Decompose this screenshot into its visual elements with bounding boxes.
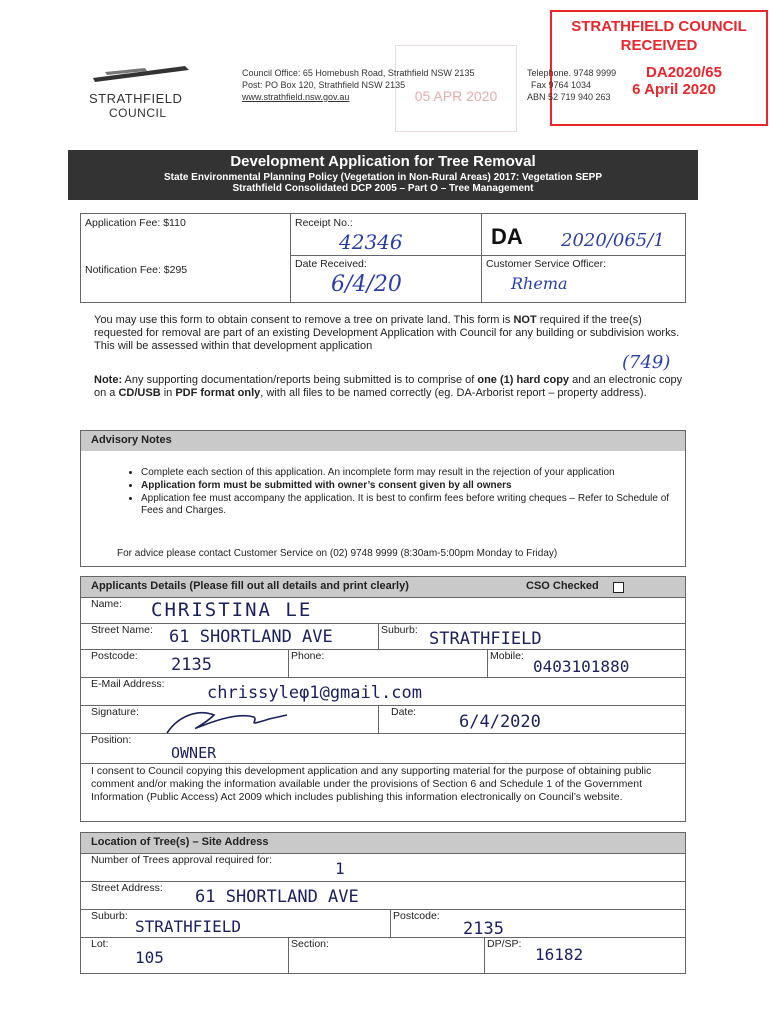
post-line: Post: PO Box 120, Strathfield NSW 2135 — [242, 80, 406, 90]
street-label: Street Name: — [91, 624, 153, 636]
page-title: Development Application for Tree Removal — [230, 153, 536, 170]
cso-checked-label: CSO Checked — [526, 580, 599, 592]
trees-value[interactable]: 1 — [335, 859, 345, 878]
position-value[interactable]: OWNER — [171, 744, 217, 762]
name-label: Name: — [91, 598, 122, 610]
advisory-item: • Application form must be submitted with owner’s consent given by all owners — [141, 480, 671, 492]
note-text-c: in — [160, 387, 176, 399]
da-label: DA — [491, 224, 523, 249]
site-suburb-value[interactable]: STRATHFIELD — [135, 917, 241, 936]
intro-handnote: (749) — [622, 352, 671, 373]
lot-value[interactable]: 105 — [135, 948, 164, 967]
postcode-label: Postcode: — [91, 650, 138, 662]
intro-text-a: You may use this form to obtain consent to remove a tree on private land. This form is — [94, 314, 514, 326]
app-fee-label: Application Fee: $110 — [85, 217, 186, 229]
applicant-heading-bar — [81, 577, 685, 597]
council-address — [242, 67, 532, 103]
cso-value: Rhema — [511, 274, 568, 293]
cso-checkbox[interactable] — [613, 582, 624, 593]
intro-text-b: required if the tree(s) requested for removal are part of an existing Development Application with Council for any building or subdivision works. This will be assessed within that development application — [94, 314, 680, 352]
signature-label: Signature: — [91, 706, 139, 718]
advisory-box — [80, 430, 686, 567]
site-street-label: Street Address: — [91, 882, 163, 894]
suburb-label: Suburb: — [381, 624, 418, 636]
applicant-heading: Applicants Details (Please fill out all details and print clearly) — [91, 580, 409, 592]
phone-label: Phone: — [291, 650, 325, 662]
stamp-received: RECEIVED — [620, 37, 698, 54]
date-received-value: 6/4/20 — [331, 272, 402, 297]
mobile-value[interactable]: 0403101880 — [533, 657, 630, 676]
phone-line: Telephone. 9748 9999 — [527, 68, 617, 78]
postcode-value[interactable]: 2135 — [171, 655, 212, 675]
advisory-list — [121, 467, 671, 518]
advisory-heading: Advisory Notes — [81, 431, 685, 451]
stamp-date: 6 April 2020 — [632, 81, 716, 98]
council-phone-block — [527, 67, 637, 103]
email-value[interactable]: chrissyleφ1@gmail.com — [207, 683, 422, 703]
council-logo — [85, 60, 205, 120]
da-value: 2020/065/1 — [561, 230, 665, 251]
banner-sub1: State Environmental Planning Policy (Vegetation in Non-Rural Areas) 2017: Vegetation SEPP — [163, 172, 603, 183]
date-value[interactable]: 6/4/2020 — [459, 712, 541, 732]
location-heading: Location of Tree(s) – Site Address — [81, 833, 685, 853]
stamp-da-number: DA2020/65 — [646, 64, 722, 81]
note-label: Note: — [94, 374, 123, 386]
intro-not: NOT — [513, 314, 537, 326]
applicant-box — [80, 576, 686, 822]
logo-swoosh-icon — [85, 60, 195, 86]
notification-fee-label: Notification Fee: $295 — [85, 264, 188, 276]
dp-label: DP/SP: — [487, 938, 522, 950]
note-text-a: Any supporting documentation/reports being submitted is to comprise of — [122, 374, 478, 386]
receipt-label: Receipt No.: — [295, 217, 353, 229]
advisory-item: • Complete each section of this application. An incomplete form may result in the rejection of your application — [141, 467, 671, 479]
note-bold-pdf: PDF format only — [175, 387, 261, 399]
signature-scribble-icon[interactable] — [159, 705, 289, 737]
title-banner — [68, 150, 698, 200]
date-received-label: Date Received: — [295, 258, 367, 270]
fax-line: Fax 9764 1034 — [531, 80, 592, 90]
banner-sub2: Strathfield Consolidated DCP 2005 – Part O – Tree Management — [232, 183, 534, 194]
logo-line2: COUNCIL — [109, 106, 167, 120]
mobile-label: Mobile: — [490, 650, 524, 662]
fees-box — [80, 213, 686, 303]
trees-label: Number of Trees approval required for: — [91, 854, 272, 866]
note-text-d: , with all files to be named correctly (eg. DA-Arborist report – property address). — [260, 387, 647, 399]
office-line: Council Office: 65 Homebush Road, Strathfield NSW 2135 — [242, 68, 475, 78]
stamp-council: STRATHFIELD COUNCIL — [571, 18, 747, 35]
dp-value[interactable]: 16182 — [535, 945, 584, 964]
location-box — [80, 832, 686, 974]
name-value[interactable]: CHRISTINA LE — [151, 599, 313, 621]
receipt-value: 42346 — [339, 230, 403, 254]
suburb-value[interactable]: STRATHFIELD — [429, 629, 542, 649]
note-paragraph — [94, 374, 684, 400]
abn-line: ABN 52 719 940 263 — [527, 92, 611, 102]
site-postcode-label: Postcode: — [393, 910, 440, 922]
note-bold-cdusb: CD/USB — [118, 387, 161, 399]
section-label: Section: — [291, 938, 329, 950]
site-suburb-label: Suburb: — [91, 910, 128, 922]
email-label: E-Mail Address: — [91, 678, 165, 690]
advisory-item: • Application fee must accompany the application. It is best to confirm fees before writing cheques – Refer to Schedule of Fees and Charges. — [141, 493, 671, 517]
intro-paragraph — [94, 314, 684, 353]
cso-label: Customer Service Officer: — [486, 258, 607, 270]
advisory-contact: For advice please contact Customer Service on (02) 9748 9999 (8:30am-5:00pm Monday to Friday) — [117, 548, 558, 559]
consent-text: I consent to Council copying this development application and any supporting material for the purpose of obtaining public comment and/or making the information available under the provisions of Section 6 and Schedule 1 of the Government Information (Public Access) Act 2009 which includes publishing this information electronically on Council’s website. — [91, 765, 652, 803]
web-link[interactable]: www.strathfield.nsw.gov.au — [242, 92, 350, 102]
site-street-value[interactable]: 61 SHORTLAND AVE — [195, 887, 359, 907]
note-bold-hardcopy: one (1) hard copy — [477, 374, 570, 386]
note-text-b: and an electronic copy on a — [94, 374, 683, 399]
lot-label: Lot: — [91, 938, 109, 950]
faded-date: 05 APR 2020 — [414, 88, 498, 104]
date-label: Date: — [391, 706, 417, 718]
logo-line1: STRATHFIELD — [89, 91, 183, 106]
site-postcode-value[interactable]: 2135 — [463, 919, 504, 939]
position-label: Position: — [91, 734, 132, 746]
street-value[interactable]: 61 SHORTLAND AVE — [169, 627, 333, 647]
